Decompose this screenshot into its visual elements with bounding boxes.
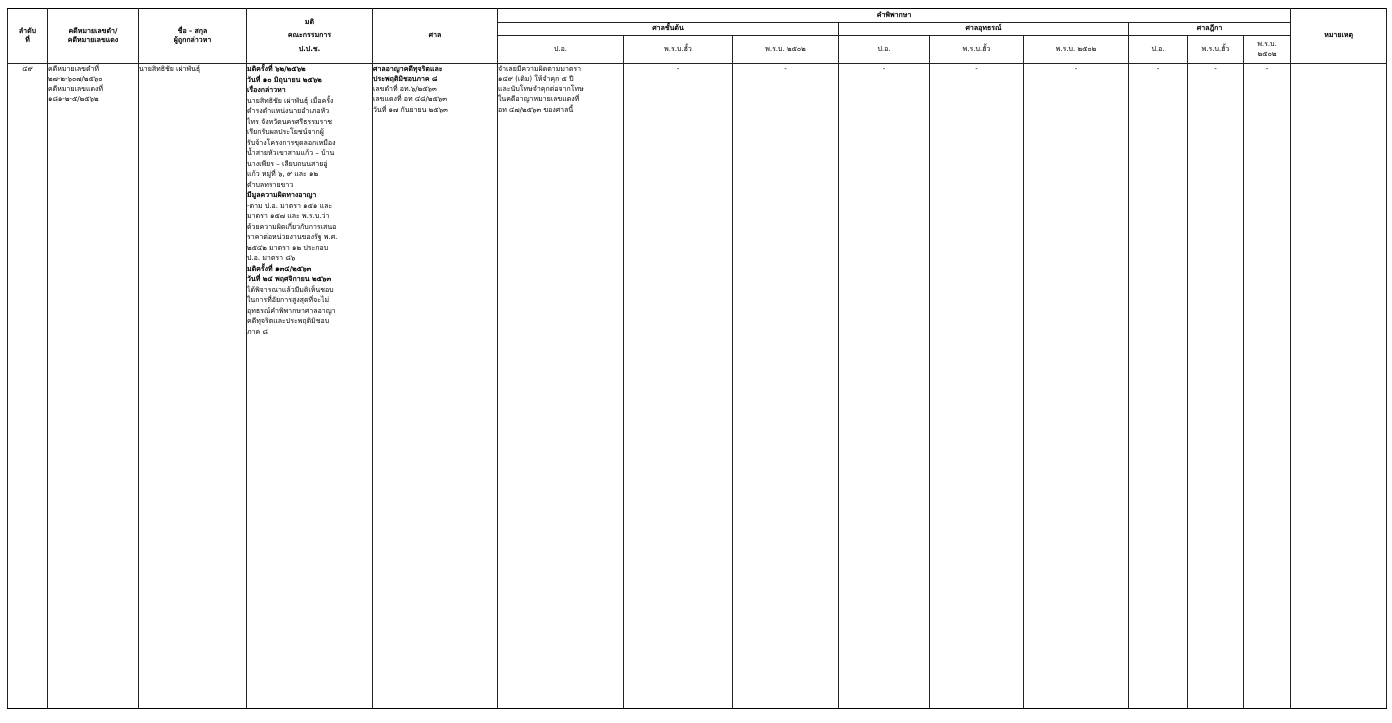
resolution-line: วันที่ ๑๐ มิถุนายน ๒๕๖๒: [247, 75, 322, 84]
row-first-penal-code: จำเลยมีความผิดตามมาตรา ๑๔๙ (เดิม) ให้จำคุก ๕ ปี และนับโทษจำคุกต่อจากโทษ ในคดีอาญาหมายเลขแดงที่ อท ๔๗/๒๕๖๓ ของศาลนี้: [498, 64, 624, 709]
court-line: เลขดำที่ อท.๖/๒๕๖๓: [373, 85, 437, 94]
row-commission-resolution: [247, 64, 373, 709]
court-line: ศาลอาญาคดีทุจริตและ: [373, 65, 443, 73]
resolution-line: ในการที่อัยการสูงสุดที่จะไม่: [247, 296, 330, 304]
court-line: วันที่ ๑๗ กันยายน ๒๕๖๓: [373, 105, 448, 114]
row-supreme-penal-code: -: [1129, 64, 1188, 709]
resolution-line: นายสิทธิชัย เผ่าพันธุ์ เมื่อครั้ง: [247, 96, 334, 105]
row-case-number: คดีหมายเลขดำที่ ๒๗-๒-๖๐๗/๒๕๖๐ คดีหมายเลขแดงที่ ๑๘๑-๒-๕/๒๕๖๒: [48, 64, 139, 709]
resolution-line: ตำบลทรายขาว: [247, 180, 294, 189]
subheader-first-act-2502: พ.ร.บ. ๒๕๐๒: [733, 36, 839, 64]
subheader-appeal-penal-code: ป.อ.: [839, 36, 930, 64]
judgment-table: [7, 8, 1387, 709]
row-appeal-penal-code: -: [839, 64, 930, 709]
row-first-act-2502: -: [733, 64, 839, 709]
resolution-line: แก้ว หมู่ที่ ๖, ๙ และ ๑๒: [247, 170, 319, 178]
header-commission-resolution: มติ คณะกรรมการ ป.ป.ช.: [247, 9, 373, 64]
court-line: เลขแดงที่ อท ๔๘/๒๕๖๓: [373, 95, 448, 104]
resolution-line: ดำรงตำแหน่งนายอำเภอหัว: [247, 107, 330, 115]
row-remark: [1291, 64, 1387, 709]
header-accused-name: ชื่อ - สกุล ผู้ถูกกล่าวหา: [139, 9, 247, 64]
subheader-first-election-act: พ.ร.บ.ฮั้ว: [624, 36, 733, 64]
resolution-line: มติครั้งที่ ๑๓๔/๒๕๖๓: [247, 264, 312, 273]
resolution-line: ๒๕๔๒ มาตรา ๑๒ ประกอบ: [247, 243, 329, 252]
court-line: ประพฤติมิชอบภาค ๘: [373, 75, 438, 84]
row-accused-name: นายสิทธิชัย เผ่าพันธุ์: [139, 64, 247, 709]
resolution-line: คดีทุจริตและประพฤติมิชอบ: [247, 317, 330, 325]
resolution-line: มีมูลความผิดทางอาญา: [247, 191, 317, 199]
header-court: ศาล: [373, 9, 498, 64]
row-appeal-act-2502: -: [1024, 64, 1129, 709]
resolution-line: -ตาม ป.อ. มาตรา ๑๕๑ และ: [247, 201, 333, 210]
row-supreme-election-act: -: [1188, 64, 1244, 709]
row-court: [373, 64, 498, 709]
resolution-line: ได้พิจารณาแล้วมีมติเห็นชอบ: [247, 285, 334, 294]
header-judgment: คำพิพากษา: [498, 9, 1291, 23]
row-no: ๔๙: [8, 64, 48, 709]
header-court-supreme: ศาลฎีกา: [1129, 23, 1291, 36]
resolution-line: น้ำสายหัวเขาสามแก้ว – บ้าน: [247, 149, 335, 157]
resolution-line: ด้วยความผิดเกี่ยวกับการเสนอ: [247, 222, 337, 231]
row-appeal-election-act: -: [930, 64, 1024, 709]
subheader-appeal-act-2502: พ.ร.บ. ๒๕๐๒: [1024, 36, 1129, 64]
header-court-appeal: ศาลอุทธรณ์: [839, 23, 1129, 36]
header-remark: หมายเหตุ: [1291, 9, 1387, 64]
subheader-supreme-penal-code: ป.อ.: [1129, 36, 1188, 64]
resolution-line: มติครั้งที่ ๖๒/๒๕๖๒: [247, 65, 306, 73]
resolution-line: มาตรา ๑๕๗ และ พ.ร.บ.ว่า: [247, 212, 330, 220]
resolution-line: นางเพียร – เลียบถนนสายอู่: [247, 159, 328, 168]
resolution-line: ป.อ. มาตรา ๘๖: [247, 254, 296, 262]
row-supreme-act-2502: -: [1244, 64, 1291, 709]
subheader-supreme-election-act: พ.ร.บ.ฮั้ว: [1188, 36, 1244, 64]
resolution-line: ไทร จังหวัดนครศรีธรรมราช: [247, 117, 333, 126]
resolution-line: ภาค ๘: [247, 327, 268, 336]
subheader-first-penal-code: ป.อ.: [498, 36, 624, 64]
subheader-supreme-act-2502: พ.ร.บ. ๒๕๐๒: [1244, 36, 1291, 64]
resolution-line: วันที่ ๒๔ พฤศจิกายน ๒๕๖๓: [247, 275, 332, 283]
resolution-line: ราคาต่อหน่วยงานของรัฐ พ.ศ.: [247, 233, 338, 241]
resolution-line: เรื่องกล่าวหา: [247, 86, 286, 94]
row-first-election-act: -: [624, 64, 733, 709]
header-no: ลำดับ ที่: [8, 9, 48, 64]
resolution-line: อุทธรณ์คำพิพากษาศาลอาญา: [247, 306, 336, 315]
subheader-appeal-election-act: พ.ร.บ.ฮั้ว: [930, 36, 1024, 64]
resolution-line: รับจ้างโครงการขุดลอกเหมือง: [247, 138, 336, 147]
header-court-first-instance: ศาลชั้นต้น: [498, 23, 839, 36]
header-case-number: คดีหมายเลขดำ/ คดีหมายเลขแดง: [48, 9, 139, 64]
resolution-line: เรียกรับผลประโยชน์จากผู้: [247, 128, 324, 136]
